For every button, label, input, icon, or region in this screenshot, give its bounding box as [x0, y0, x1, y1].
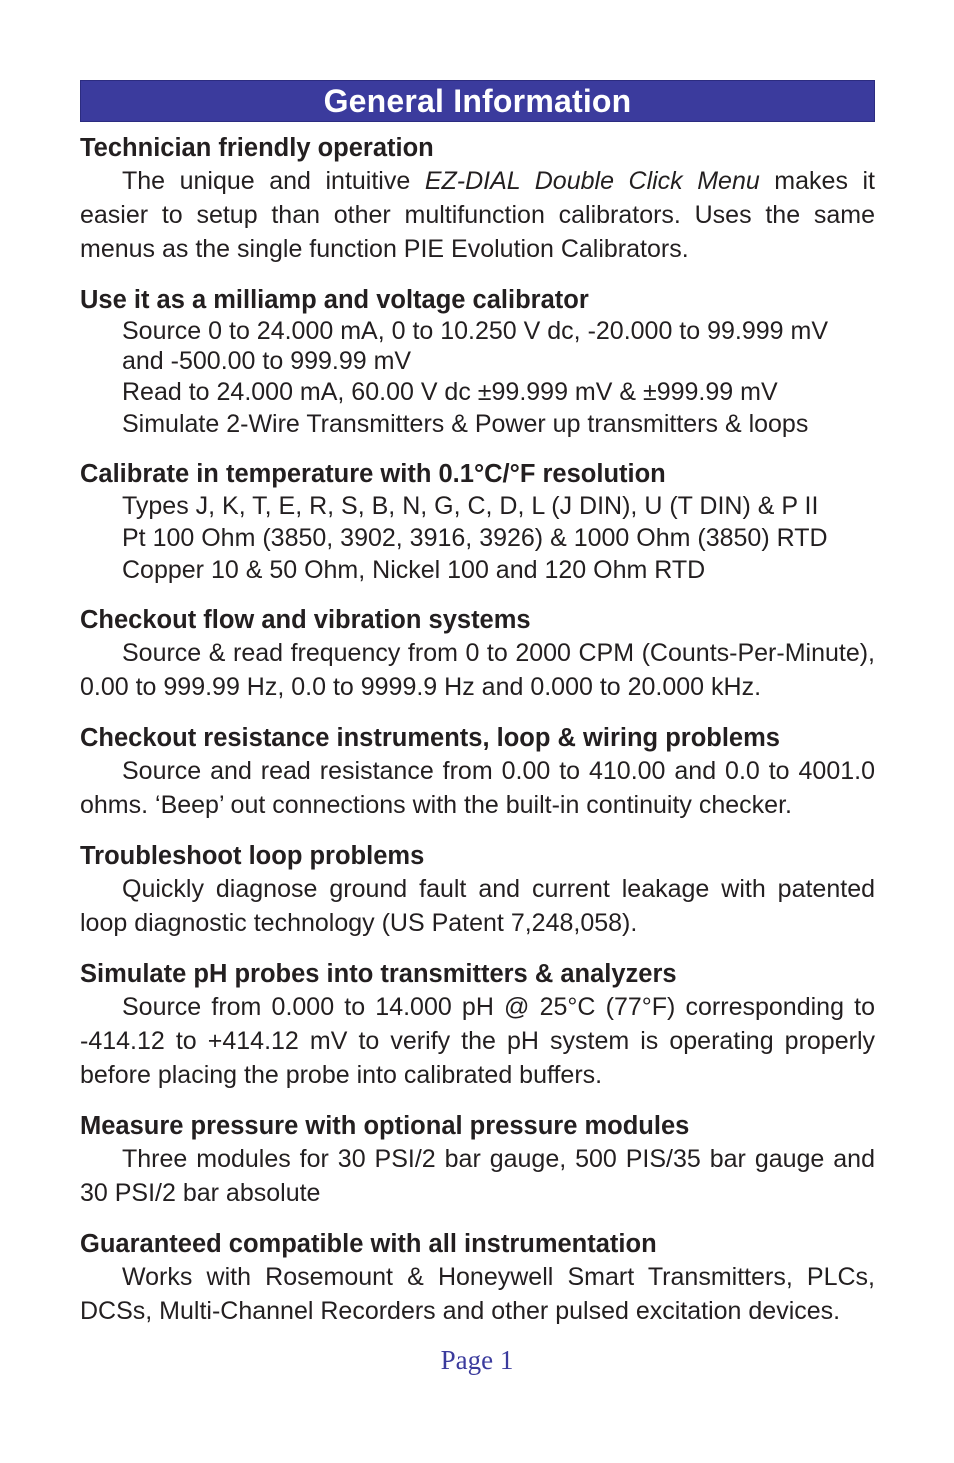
- body-text: The unique and intuitive: [122, 167, 425, 195]
- feature-line: Copper 10 & 50 Ohm, Nickel 100 and 120 Ohm RTD: [122, 556, 706, 584]
- section-body: Quickly diagnose ground fault and current leakage with patented loop diagnostic technology (US Patent 7,248,058).: [80, 875, 875, 937]
- section-body: [80, 164, 875, 266]
- section-heading: Simulate pH probes into transmitters & analyzers: [80, 960, 677, 988]
- section-technician-friendly: [80, 132, 875, 266]
- section-heading: Use it as a milliamp and voltage calibrator: [80, 286, 589, 314]
- feature-lines: [80, 490, 875, 586]
- section-milliamp-voltage: [80, 284, 875, 440]
- feature-lines: [80, 316, 875, 440]
- section-ph-probes: [80, 958, 875, 1092]
- page-content: [80, 80, 875, 1328]
- feature-line: Source 0 to 24.000 mA, 0 to 10.250 V dc, -20.000 to 99.999 mV and -500.00 to 999.99 mV: [122, 317, 829, 375]
- section-resistance: [80, 722, 875, 822]
- feature-line: Read to 24.000 mA, 60.00 V dc ±99.999 mV & ±999.99 mV: [122, 378, 778, 406]
- section-body: Source & read frequency from 0 to 2000 CPM (Counts-Per-Minute), 0.00 to 999.99 Hz, 0.0 to 9999.9 Hz and 0.000 to 20.000 kHz.: [80, 639, 875, 701]
- section-heading: Calibrate in temperature with 0.1°C/°F resolution: [80, 460, 666, 488]
- section-flow-vibration: [80, 604, 875, 704]
- section-heading: Checkout flow and vibration systems: [80, 606, 531, 634]
- section-body: Works with Rosemount & Honeywell Smart Transmitters, PLCs, DCSs, Multi-Channel Recorders and other pulsed excitation devices.: [80, 1263, 875, 1325]
- feature-line: Pt 100 Ohm (3850, 3902, 3916, 3926) & 1000 Ohm (3850) RTD: [122, 524, 828, 552]
- section-compatibility: [80, 1228, 875, 1328]
- section-body: Source and read resistance from 0.00 to 410.00 and 0.0 to 4001.0 ohms. ‘Beep’ out connections with the built-in continuity checker.: [80, 757, 875, 819]
- section-heading: Checkout resistance instruments, loop & wiring problems: [80, 724, 780, 752]
- section-body: Three modules for 30 PSI/2 bar gauge, 500 PIS/35 bar gauge and 30 PSI/2 bar absolute: [80, 1145, 875, 1207]
- section-heading: Guaranteed compatible with all instrumentation: [80, 1230, 657, 1258]
- section-loop-problems: [80, 840, 875, 940]
- section-heading: Technician friendly operation: [80, 134, 434, 162]
- section-pressure: [80, 1110, 875, 1210]
- page-number: Page 1: [440, 1345, 514, 1375]
- section-temperature: [80, 458, 875, 586]
- menu-name-emphasis: EZ-DIAL Double Click Menu: [424, 167, 760, 195]
- title-banner: [80, 80, 875, 122]
- page-title: General Information: [323, 82, 632, 119]
- section-heading: Measure pressure with optional pressure modules: [80, 1112, 690, 1140]
- section-heading: Troubleshoot loop problems: [80, 842, 425, 870]
- feature-line: Simulate 2-Wire Transmitters & Power up transmitters & loops: [122, 410, 809, 438]
- feature-line: Types J, K, T, E, R, S, B, N, G, C, D, L (J DIN), U (T DIN) & P II: [122, 492, 819, 520]
- section-body: Source from 0.000 to 14.000 pH @ 25°C (77°F) corresponding to -414.12 to +414.12 mV to verify the pH system is operating properly before placing the probe into calibrated buffers.: [80, 993, 875, 1089]
- body-text: makes it easier to setup than other multifunction calibrators. Uses the same menus as the single function PIE Evolution Calibrators.: [80, 167, 875, 263]
